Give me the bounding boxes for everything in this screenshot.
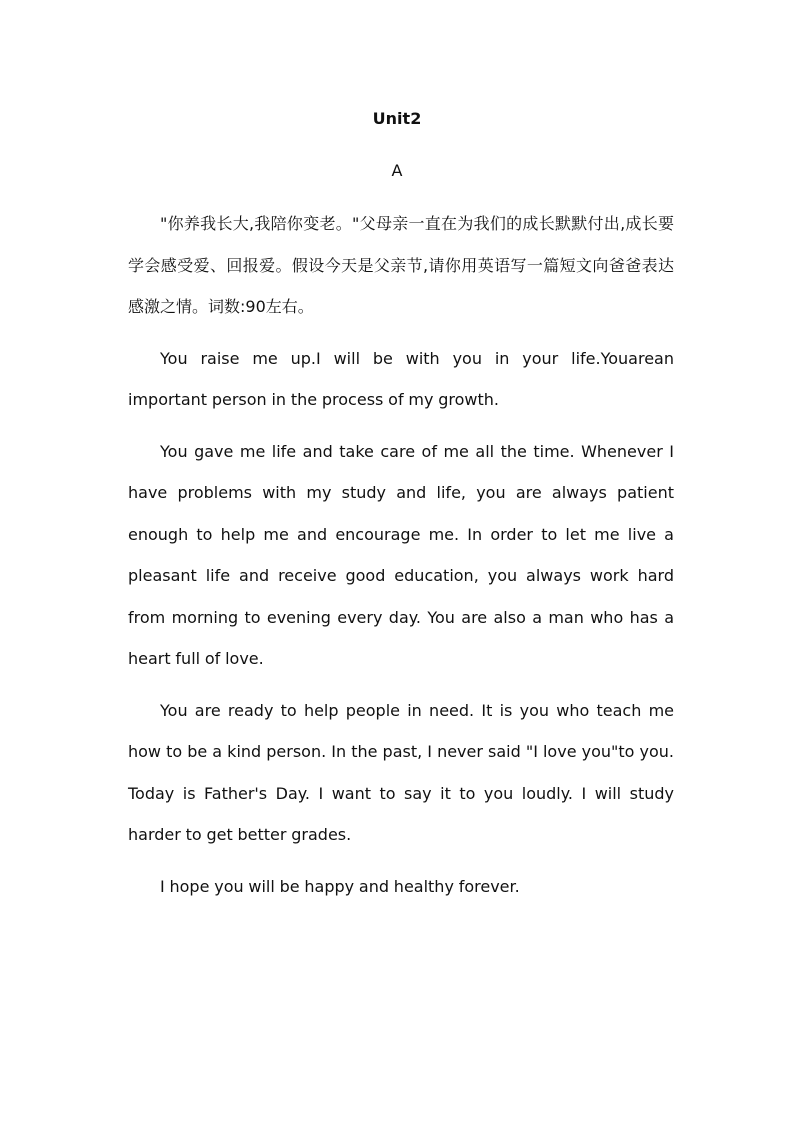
- page-title: Unit2: [372, 109, 422, 128]
- essay-paragraph-2: You gave me life and take care of me all the time. Whenever I have problems with my study and life, you are always patient enough to help me and encourage me. In order to let me live a pleasant life and receive good education, you always work hard from morning to evening every day. You are also a man who has a heart full of love.: [128, 441, 674, 668]
- section-label: A: [391, 161, 403, 180]
- prompt-paragraph: "你养我长大,我陪你变老。"父母亲一直在为我们的成长默默付出,成长要学会感受爱、回报爱。假设今天是父亲节,请你用英语写一篇短文向爸爸表达感激之情。词数:90左右。: [128, 214, 674, 316]
- essay-paragraph-3: You are ready to help people in need. It is you who teach me how to be a kind person. In the past, I never said "I love you"to you. Today is Father's Day. I want to say it to you loudly. I will study harder to get better grades.: [128, 700, 674, 844]
- essay-paragraph-4: I hope you will be happy and healthy forever.: [160, 876, 520, 896]
- document-body: [128, 203, 674, 917]
- essay-paragraph-1: You raise me up.I will be with you in your life.Youarean important person in the process of my growth.: [128, 348, 674, 409]
